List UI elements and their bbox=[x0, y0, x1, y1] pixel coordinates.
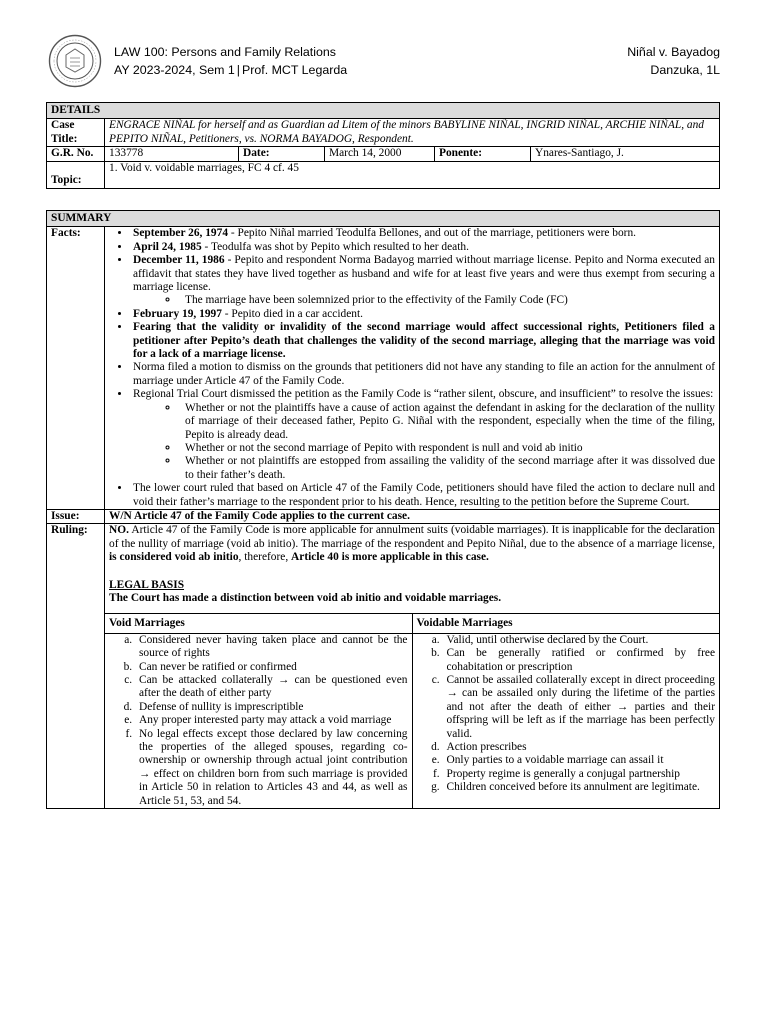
ruling-cell bbox=[105, 524, 720, 809]
term-separator: | bbox=[236, 63, 240, 77]
voidable-column bbox=[412, 633, 719, 808]
facts-label: Facts: bbox=[47, 227, 105, 510]
fact-text: - Teodulfa was shot by Pepito which resulted to her death. bbox=[201, 240, 469, 253]
void-column bbox=[105, 633, 412, 808]
details-table bbox=[46, 102, 720, 189]
fact-text: - Pepito died in a car accident. bbox=[221, 307, 363, 320]
void-item: c. Can be attacked collaterally → can be questioned even after the death of either party bbox=[135, 674, 408, 701]
void-item: e. Any proper interested party may attack a void marriage bbox=[135, 714, 408, 727]
fact-text: The lower court ruled that based on Article 47 of the Family Code, petitioners should have filed the action to declare null and void their father’s marriage to the respondent prior to his death. Hence, resulting to the petition before the Supreme Court. bbox=[133, 482, 715, 508]
decision-date: March 14, 2000 bbox=[325, 147, 435, 161]
fact-text: Norma filed a motion to dismiss on the grounds that petitioners did not have any standing to file an action for the annulment of marriage under Article 47 of the Family Code. bbox=[133, 361, 715, 387]
summary-heading: SUMMARY bbox=[47, 211, 720, 227]
ruling-text: Article 47 of the Family Code is more applicable for annulment suits (voidable marriages). It is inapplicable for the declaration of the nullity of marriage (void ab initio). The marriage of the respondent and Pepito Niñal, due to the absence of a marriage license, bbox=[109, 524, 715, 550]
comparison-table bbox=[105, 613, 719, 808]
fact-text: - Pepito Niñal married Teodulfa Bellones, and out of the marriage, petitioners were born. bbox=[228, 227, 637, 240]
void-item: a. Considered never having taken place and cannot be the source of rights bbox=[135, 634, 408, 661]
void-item: f. No legal effects except those declared by law concerning the properties of the alleged spouses, regarding co-ownership or ownership through actual joint contribution → effect on children born from such marriage is provided in Article 50 in relation to Articles 43 and 44, as well as Article 51, 53, and 54. bbox=[135, 728, 408, 808]
gr-number: 133778 bbox=[105, 147, 239, 161]
fact-item bbox=[131, 254, 715, 308]
legal-basis-subtitle: The Court has made a distinction between void ab initio and voidable marriages. bbox=[109, 591, 502, 604]
rtc-issues-list bbox=[133, 402, 715, 482]
fact-item bbox=[131, 388, 715, 482]
voidable-item: f. Property regime is generally a conjugal partnership bbox=[443, 768, 716, 781]
fact-item bbox=[131, 308, 715, 321]
voidable-item: b. Can be generally ratified or confirmed by free cohabitation or prescription bbox=[443, 647, 716, 674]
ruling-emphasis: is considered void ab initio bbox=[109, 551, 239, 564]
fact-date: December 11, 1986 bbox=[133, 254, 225, 267]
summary-table bbox=[46, 210, 720, 809]
fact-item bbox=[131, 227, 715, 240]
page-header bbox=[46, 38, 720, 82]
fact-sublist bbox=[133, 294, 715, 307]
voidable-item: d. Action prescribes bbox=[443, 741, 716, 754]
void-heading: Void Marriages bbox=[105, 614, 412, 633]
fact-date: April 24, 1985 bbox=[133, 240, 202, 253]
date-label: Date: bbox=[239, 147, 325, 161]
course-info bbox=[114, 43, 347, 79]
author: Danzuka, 1L bbox=[650, 63, 720, 77]
fact-text: - Pepito and respondent Norma Badayog married without marriage license. Pepito and Norma executed an affidavit that states they have lived together as husband and wife for at least five years and were thus exempt from securing a marriage license. bbox=[133, 254, 715, 294]
ruling-emphasis: Article 40 is more applicable in this case. bbox=[291, 551, 489, 564]
void-list bbox=[109, 634, 408, 808]
course-title: LAW 100: Persons and Family Relations bbox=[114, 45, 336, 59]
ponente: Ynares-Santiago, J. bbox=[531, 147, 720, 161]
rtc-issue: ◦ Whether or not the plaintiffs have a cause of action against the defendant in asking for the declaration of the nullity of marriage of their deceased father, Pepito G. Niñal with the respondent, especially when the time of the filing, Pepito is already dead. bbox=[179, 402, 715, 442]
rtc-issue: ◦ Whether or not the second marriage of Pepito with respondent is null and void ab initio bbox=[179, 442, 715, 455]
ruling-answer: NO. bbox=[109, 524, 129, 537]
ruling-label: Ruling: bbox=[47, 524, 105, 809]
void-item: d. Defense of nullity is imprescriptible bbox=[135, 701, 408, 714]
facts-cell bbox=[105, 227, 720, 510]
fact-bold-text: Fearing that the validity or invalidity of the second marriage would affect successional rights, Petitioners filed a petitioner after Pepito’s death that challenges the validity of the second marriage, alleging that the marriage was void for a lack of a marriage license. bbox=[133, 321, 715, 361]
void-item: b. Can never be ratified or confirmed bbox=[135, 661, 408, 674]
legal-basis-heading: LEGAL BASIS bbox=[109, 578, 185, 591]
fact-item bbox=[131, 321, 715, 361]
issue-label: Issue: bbox=[47, 509, 105, 523]
term-line bbox=[114, 61, 347, 79]
topic-label: Topic: bbox=[47, 161, 105, 188]
case-title-label: Case Title: bbox=[47, 119, 105, 147]
issue-text: W/N Article 47 of the Family Code applies to the current case. bbox=[105, 509, 720, 523]
facts-list bbox=[109, 227, 715, 509]
case-short-title: Niñal v. Bayadog bbox=[627, 45, 720, 59]
topic: 1. Void v. voidable marriages, FC 4 cf. 45 bbox=[105, 161, 720, 188]
fact-item bbox=[131, 482, 715, 509]
case-title: ENGRACE NIÑAL for herself and as Guardian ad Litem of the minors BABYLINE NIÑAL, INGRID NIÑAL, ARCHIE NIÑAL, and PEPITO NIÑAL, Petitioners, vs. NORMA BAYADOG, Respondent. bbox=[105, 119, 720, 147]
details-heading: DETAILS bbox=[47, 103, 720, 119]
ruling-body bbox=[105, 524, 719, 605]
ruling-paragraph bbox=[109, 524, 715, 564]
fact-item bbox=[131, 361, 715, 388]
voidable-list bbox=[417, 634, 716, 795]
gr-label: G.R. No. bbox=[47, 147, 105, 161]
case-info bbox=[627, 43, 720, 79]
voidable-item: e. Only parties to a voidable marriage can assail it bbox=[443, 754, 716, 767]
fact-date: September 26, 1974 bbox=[133, 227, 229, 240]
term: AY 2023-2024, Sem 1 bbox=[114, 63, 235, 77]
fact-text: Regional Trial Court dismissed the petition as the Family Code is “rather silent, obscure, and insufficient” to resolve the issues: bbox=[133, 388, 714, 401]
university-seal-logo bbox=[48, 34, 102, 88]
voidable-item: g. Children conceived before its annulment are legitimate. bbox=[443, 781, 716, 794]
voidable-heading: Voidable Marriages bbox=[412, 614, 719, 633]
ponente-label: Ponente: bbox=[435, 147, 531, 161]
fact-subitem: ◦ The marriage have been solemnized prior to the effectivity of the Family Code (FC) bbox=[179, 294, 715, 307]
voidable-item: c. Cannot be assailed collaterally except in direct proceeding → can be assailed only during the lifetime of the parties and not after the death of either → parties and their offspring will be left as if the marriage has been perfectly valid. bbox=[443, 674, 716, 741]
fact-item bbox=[131, 241, 715, 254]
rtc-issue: ◦ Whether or not plaintiffs are estopped from assailing the validity of the second marriage after it was dissolved due to their father’s death. bbox=[179, 455, 715, 482]
ruling-text: , therefore, bbox=[238, 551, 292, 564]
professor: Prof. MCT Legarda bbox=[242, 63, 348, 77]
voidable-item: a. Valid, until otherwise declared by the Court. bbox=[443, 634, 716, 647]
fact-date: February 19, 1997 bbox=[133, 307, 222, 320]
